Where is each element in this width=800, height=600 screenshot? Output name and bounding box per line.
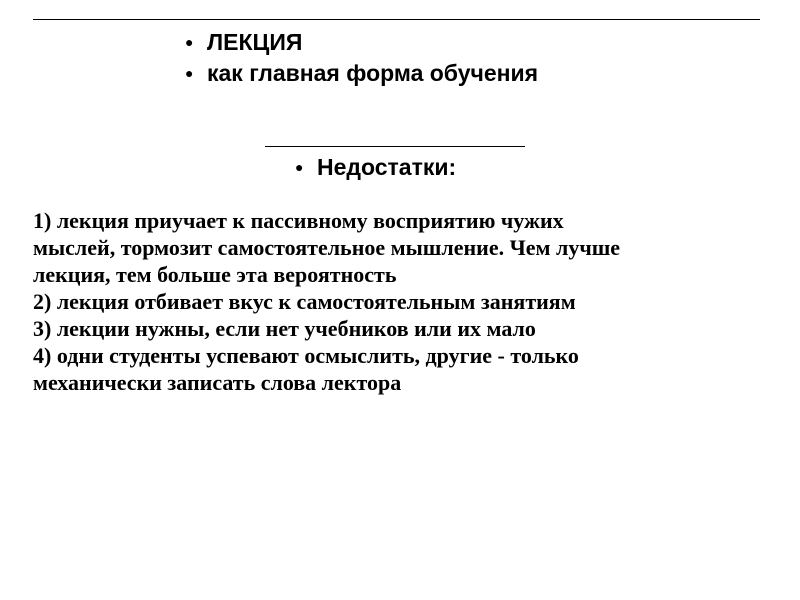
bullet-icon: ● — [295, 159, 304, 175]
section-heading — [293, 152, 456, 183]
body-line: 3) лекции нужны, если нет учебников или их мало — [33, 316, 536, 341]
body-line: лекция, тем больше эта вероятность — [33, 262, 397, 287]
section-heading-item — [293, 152, 456, 183]
disadvantages-text — [33, 207, 773, 396]
section-heading-text: Недостатки: — [317, 154, 457, 180]
bullet-icon: ● — [185, 34, 194, 50]
body-line: 2) лекция отбивает вкус к самостоятельным занятиям — [33, 289, 576, 314]
body-line: механически записать слова лектора — [33, 370, 402, 395]
top-divider — [33, 19, 760, 20]
title-item-subtitle — [183, 58, 538, 89]
section-divider — [265, 146, 525, 147]
body-line: 1) лекция приучает к пассивному восприятию чужих — [33, 208, 564, 233]
body-line: 4) одни студенты успевают осмыслить, другие - только — [33, 343, 579, 368]
title-list — [183, 27, 538, 89]
subtitle-text: как главная форма обучения — [207, 60, 539, 86]
title-item-lecture — [183, 27, 538, 58]
bullet-icon: ● — [185, 65, 194, 81]
title-text: ЛЕКЦИЯ — [207, 29, 303, 55]
body-line: мыслей, тормозит самостоятельное мышление. Чем лучше — [33, 235, 621, 260]
